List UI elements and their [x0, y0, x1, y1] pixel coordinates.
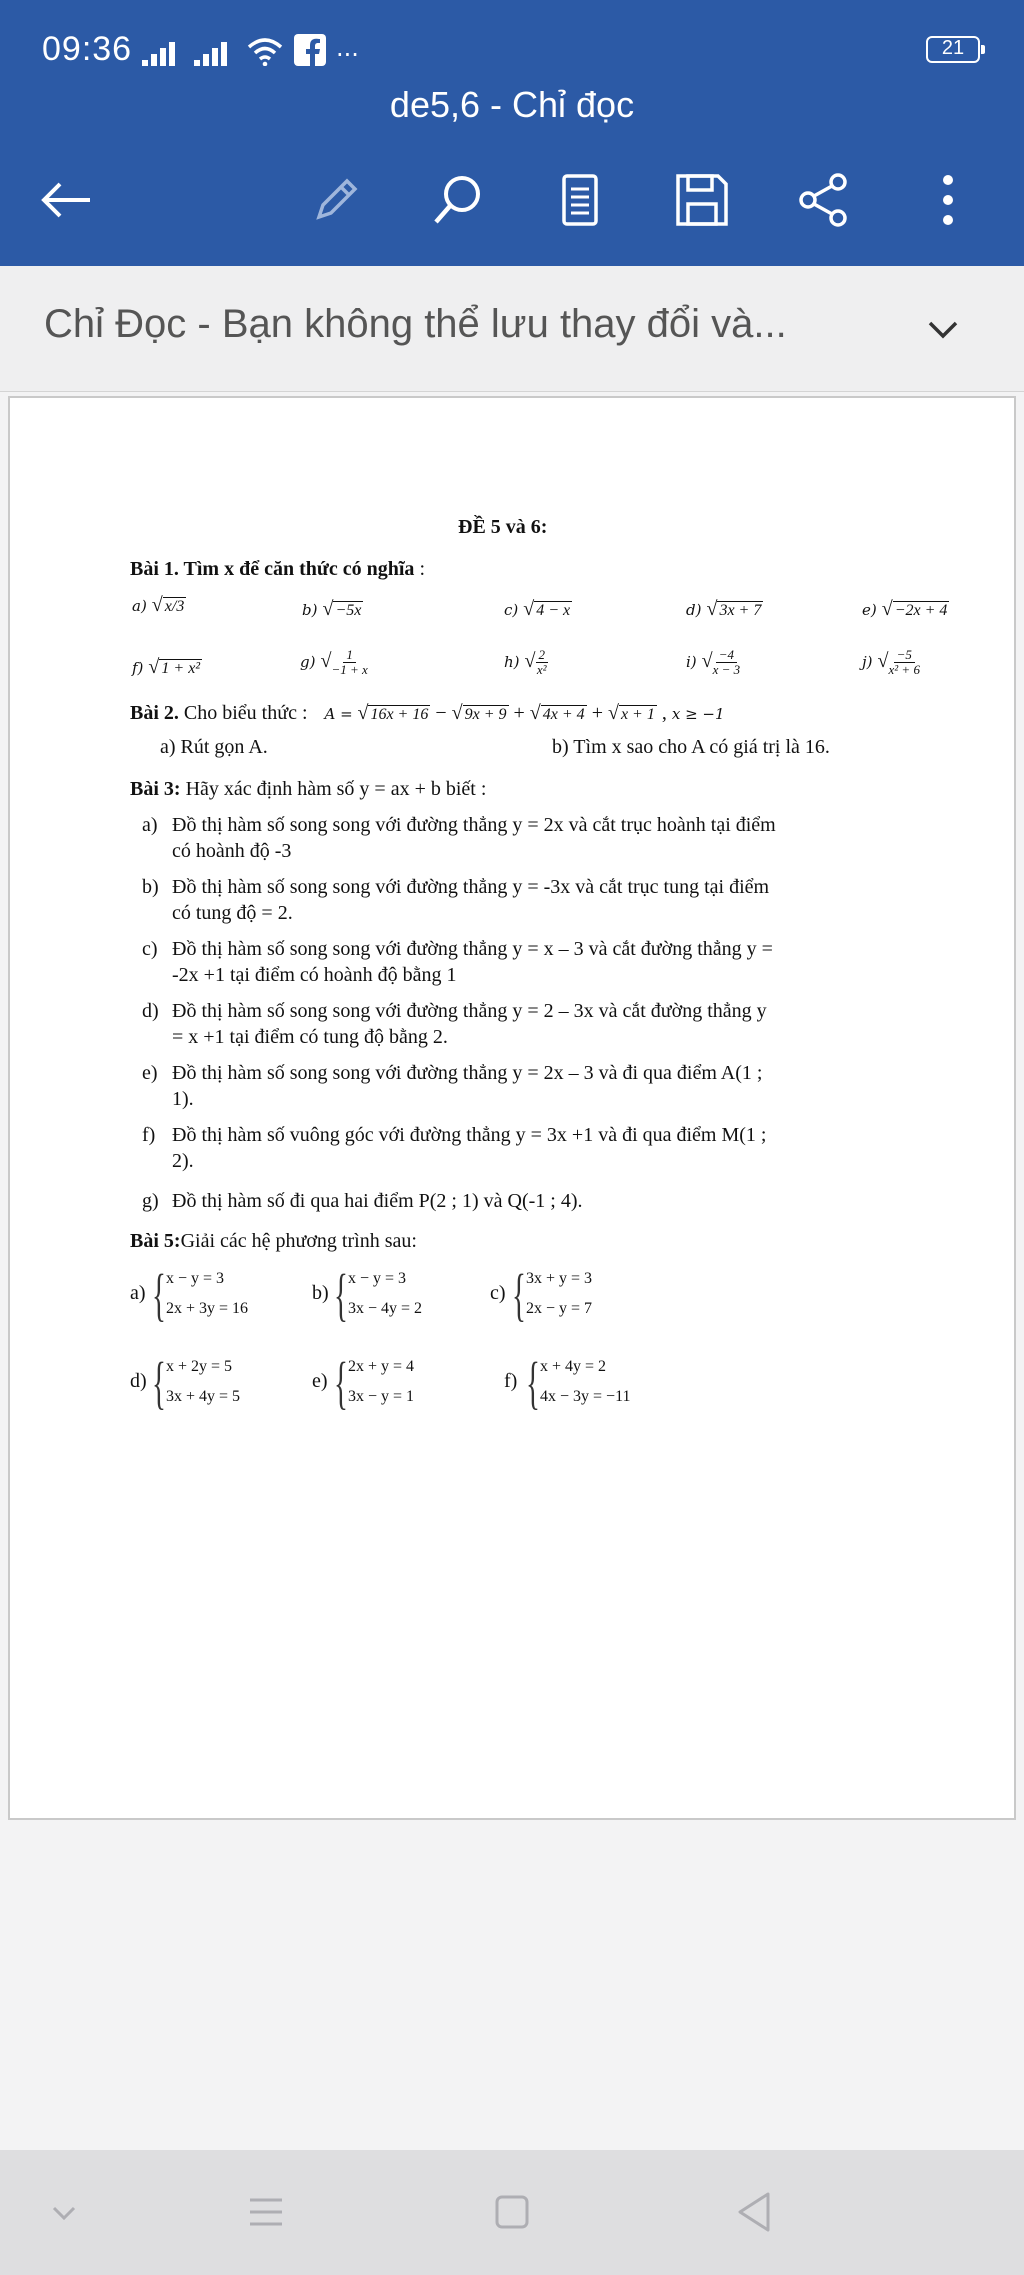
page-heading: ĐỀ 5 và 6: — [458, 516, 548, 538]
bai1-item-c: c) √ 4 − x — [504, 598, 571, 620]
bai3-item-a: a) Đồ thị hàm số song song với đường thẳng y = 2x và cắt trục hoành tại điểm — [142, 814, 776, 836]
reading-view-icon[interactable] — [540, 160, 620, 240]
bai3-item-d-cont: = x +1 tại điểm có tung độ bằng 2. — [172, 1026, 448, 1048]
bai1-heading — [130, 558, 425, 581]
bai3-item-b: b) Đồ thị hàm số song song với đường thẳng y = -3x và cắt trục tung tại điểm — [142, 876, 770, 898]
toolbar — [0, 160, 1024, 240]
wifi-icon — [246, 36, 284, 66]
search-icon[interactable] — [418, 160, 498, 240]
more-vert-icon[interactable] — [908, 160, 988, 240]
status-icons — [142, 32, 359, 69]
document-title: de5,6 - Chỉ đọc — [389, 84, 635, 125]
bai3-item-g: g) Đồ thị hàm số đi qua hai điểm P(2 ; 1) và Q(-1 ; 4). — [142, 1190, 583, 1212]
bai3-item-b-cont: có tung độ = 2. — [172, 902, 293, 924]
save-icon[interactable] — [662, 160, 742, 240]
status-time: 09:36 — [42, 30, 133, 68]
navigation-bar — [0, 2150, 1024, 2275]
bai1-item-h: h) √ $\frac{2}{\text{x²}}$ — [504, 647, 547, 677]
bai3-item-a-cont: có hoành độ -3 — [172, 840, 292, 862]
bai2-part-a: a) Rút gọn A. — [160, 736, 268, 758]
bai1-item-i: i) √ $\frac{-4}{x - 3}$ — [686, 647, 741, 677]
bai3-item-f-cont: 2). — [172, 1150, 194, 1172]
back-arrow-icon[interactable] — [26, 160, 106, 240]
bai1-colon: : — [414, 558, 425, 580]
nav-home-icon[interactable] — [480, 2180, 544, 2244]
bai1-item-a: a) √ x/3 — [132, 594, 185, 616]
bai2-part-b: b) Tìm x sao cho A có giá trị là 16. — [552, 736, 830, 758]
bai3-item-c: c) Đồ thị hàm số song song với đường thẳng y = x – 3 và cắt đường thẳng y = — [142, 938, 773, 960]
bai3-item-e-cont: 1). — [172, 1088, 194, 1110]
bai1-item-b: b) √ −5x — [302, 598, 362, 620]
bai2-heading: Bài 2. Cho biểu thức : A = √ 16x + 16 − √ 9x + 9 + √ 4x + 4 + √ x + 1 , x ≥ −1 — [130, 702, 725, 724]
share-icon[interactable] — [784, 160, 864, 240]
nav-collapse-chevron-icon[interactable] — [32, 2180, 96, 2244]
bai1-item-d: d) √ 3x + 7 — [686, 598, 762, 620]
battery-icon: 21 — [926, 36, 980, 63]
signal-icon-2 — [194, 40, 236, 66]
nav-menu-icon[interactable] — [234, 2180, 298, 2244]
bai3-item-d: d) Đồ thị hàm số song song với đường thẳng y = 2 – 3x và cắt đường thẳng y — [142, 1000, 767, 1022]
bai1-title: Bài 1. Tìm x để căn thức có nghĩa — [130, 558, 415, 580]
app-bar — [0, 0, 1024, 266]
bai1-item-j: j) √ $\frac{-5}{\text{x² + 6}}$ — [862, 647, 920, 677]
bai1-item-e: e) √ −2x + 4 — [862, 598, 948, 620]
bai1-item-f: f) √ 1 + x² — [132, 656, 201, 678]
bai3-item-f: f) Đồ thị hàm số vuông góc với đường thẳng y = 3x +1 và đi qua điểm M(1 ; — [142, 1124, 767, 1146]
bai3-heading: Bài 3: Hãy xác định hàm số y = ax + b biết : — [130, 778, 487, 800]
bai3-item-c-cont: -2x +1 tại điểm có hoành độ bằng 1 — [172, 964, 457, 986]
document-page: ĐỀ 5 và 6: Bài 1. Tìm x để căn thức có nghĩa : a) √ x/3 b) √ −5x c) √ 4 − x d) √ 3x + 7 e) √ −2x + 4 f) √ 1 + x² g) √ $\frac{1}{-1 + x}$ h) √ $\frac{2}{\text{x²}}$ i) √ $\frac{-4}{x - 3}$ j) √ $\frac{-5}{\text{x² + 6}}$ Bài 2. Cho biểu thức : A = √ 16x + 16 − √ 9x + 9 + √ 4x + 4 + √ x + 1 , x ≥ −1 a) Rút gọn A. b) Tìm x sao cho A có giá trị là 16. Bài 3: Hãy xác định hàm số y = ax + b biết : a) Đồ thị hàm số song song với đường thẳng y = 2x và cắt trục hoành tại điểm có hoành độ -3 b) Đồ thị hàm số song song với đường thẳng y = -3x và cắt trục tung tại điểm có tung độ = 2. c) Đồ thị hàm số song song với đường thẳng y = x – 3 và cắt đường thẳng y = -2x +1 tại điểm có hoành độ bằng 1 d) Đồ thị hàm số song song với đường thẳng y = 2 – 3x và cắt đường thẳng y = x +1 tại điểm có tung độ bằng 2. e) Đồ thị hàm số song song với đường thẳng y = 2x – 3 và đi qua điểm A(1 ; 1). f) Đồ thị hàm số vuông góc với đường thẳng y = 3x +1 và đi qua điểm M(1 ; 2). g) Đồ thị hàm số đi qua hai điểm P(2 ; 1) và Q(-1 ; 4). Bài 5:Giải các hệ phương trình sau: a) { x − y = 3 2x + 3y = 16 b) { x − y = 3 3x − 4y = 2 c) { 3x + y = 3 2x − y = 7 d) { x + 2y = 5 3x + 4y = 5 e) { 2x + y = 4 3x − y = 1 f) { x + 4y = 2 4x − 3y = −11 — [8, 396, 1016, 1820]
read-only-banner[interactable] — [0, 266, 1024, 392]
nav-back-icon[interactable] — [722, 2180, 786, 2244]
signal-icon — [142, 40, 184, 66]
chevron-down-icon[interactable] — [920, 306, 966, 352]
read-only-message: Chỉ Đọc - Bạn không thể lưu thay đổi và... — [44, 302, 787, 346]
facebook-icon — [294, 34, 326, 66]
bai5-heading: Bài 5:Giải các hệ phương trình sau: — [130, 1230, 417, 1252]
more-notifications-icon: ··· — [336, 41, 359, 69]
edit-pencil-icon[interactable] — [296, 160, 376, 240]
bai3-item-e: e) Đồ thị hàm số song song với đường thẳng y = 2x – 3 và đi qua điểm A(1 ; — [142, 1062, 763, 1084]
bai1-item-g: g) √ $\frac{1}{-1 + x}$ — [300, 647, 368, 677]
